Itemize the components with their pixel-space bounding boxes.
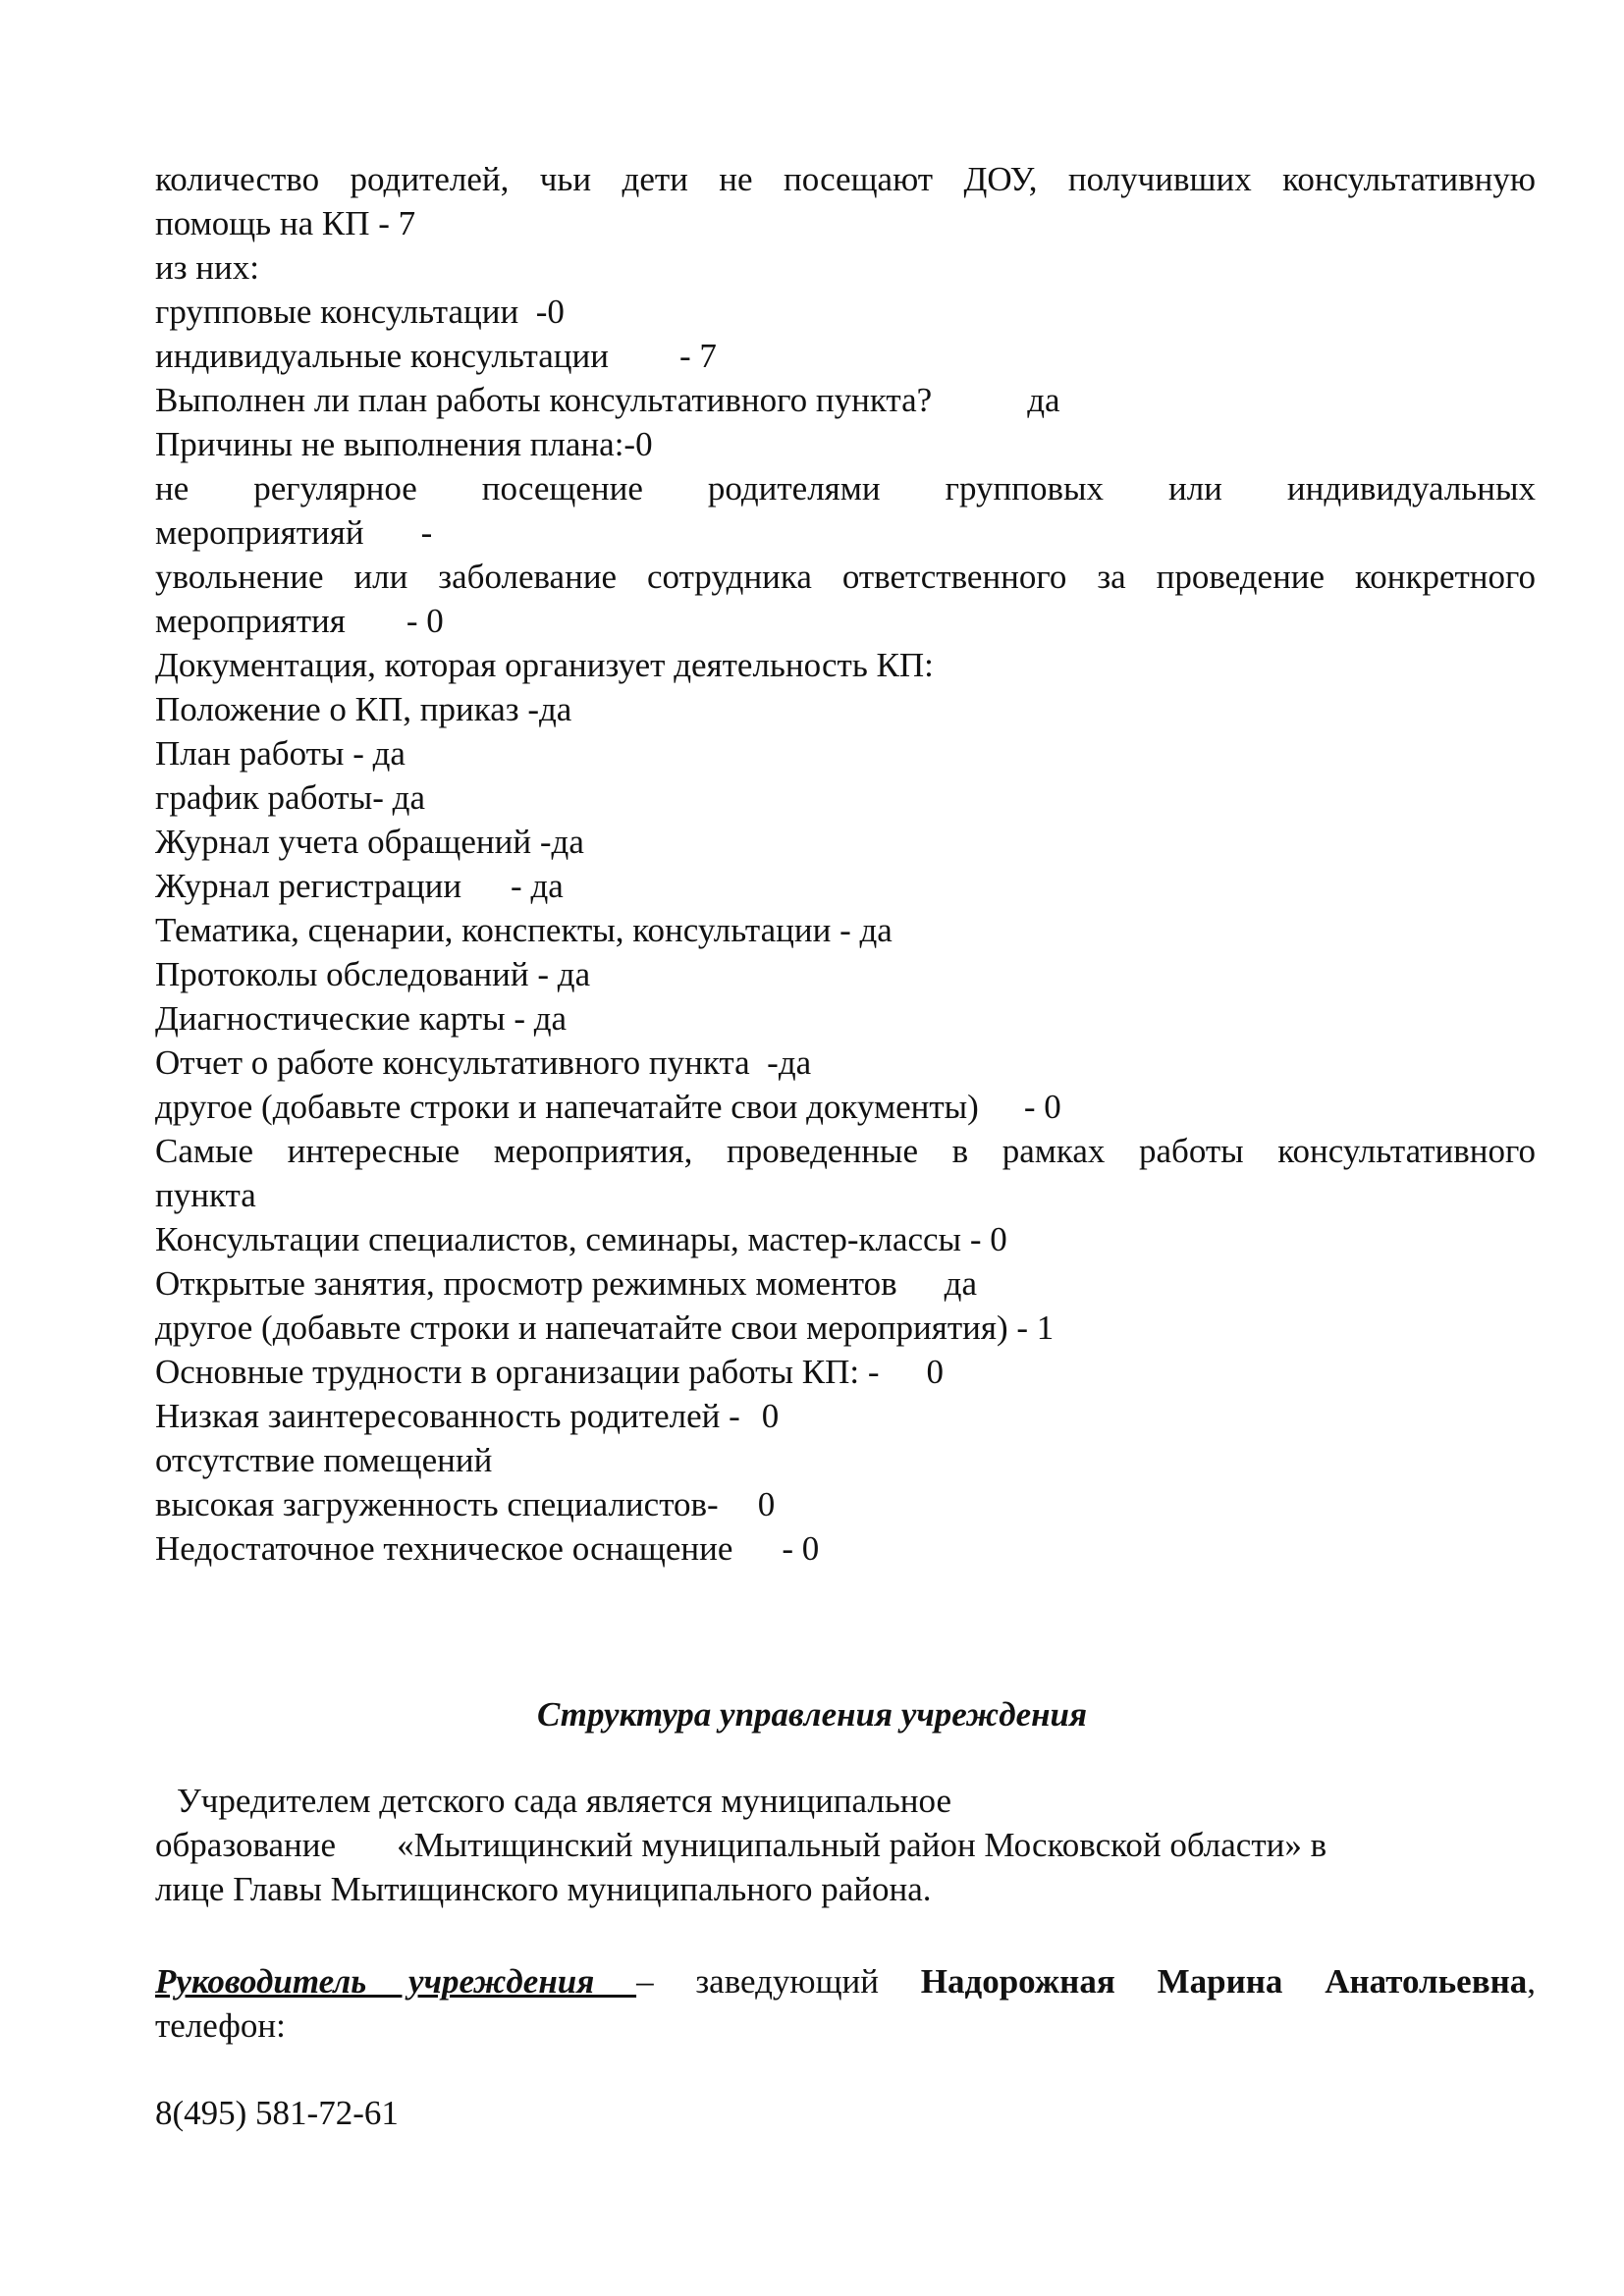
section-title: Структура управления учреждения xyxy=(536,1695,1088,1734)
text-line: Журнал учета обращений -да xyxy=(155,823,584,861)
text-line: Диагностические карты - да xyxy=(155,999,568,1038)
text-span: другое (добавьте строки и напечатайте свои документы) xyxy=(155,1088,979,1126)
text-span: не регулярное посещение родителями групповых или индивидуальных xyxy=(155,469,1536,507)
text-span: - 7 xyxy=(678,337,717,375)
text-line: Причины не выполнения плана:-0 xyxy=(155,425,653,463)
head-label: Руководитель учреждения xyxy=(155,1962,637,2001)
text-span: 0 xyxy=(761,1397,780,1435)
text-span: образование xyxy=(155,1826,337,1864)
dash-text: – xyxy=(636,1962,654,2001)
phone-number: 8(495) 581-72-61 xyxy=(155,2094,399,2132)
text-line: Документация, которая организует деятельность КП: xyxy=(155,646,934,684)
text-span: - да xyxy=(511,867,564,905)
text-span: Журнал регистрации xyxy=(155,867,462,905)
text-span: - xyxy=(420,513,433,552)
text-span: Самые интересные мероприятия, проведенные в рамках работы консультативного xyxy=(155,1132,1536,1170)
text-line xyxy=(155,378,1536,422)
text-line: отсутствие помещений xyxy=(155,1441,493,1479)
text-line xyxy=(155,1779,1536,1823)
founder-paragraph xyxy=(155,1779,1536,1911)
text-line: график работы- да xyxy=(155,778,425,817)
text-line: пункта xyxy=(155,1176,256,1214)
text-line: План работы - да xyxy=(155,734,406,773)
text-line xyxy=(155,555,1536,599)
text-span: мероприятия xyxy=(155,602,346,640)
text-span: Основные трудности в организации работы КП: - xyxy=(155,1353,880,1391)
text-line xyxy=(155,1085,1536,1129)
text-line: другое (добавьте строки и напечатайте свои мероприятия) - 1 xyxy=(155,1308,1055,1347)
text-line: телефон: xyxy=(155,2006,286,2045)
text-line xyxy=(155,599,1536,643)
text-span: высокая загруженность специалистов- xyxy=(155,1485,719,1523)
head-role: заведующий xyxy=(695,1962,879,2001)
text-line: Отчет о работе консультативного пункта -да xyxy=(155,1043,812,1082)
text-line xyxy=(155,466,1536,510)
text-span: - 0 xyxy=(782,1529,820,1568)
text-span: Низкая заинтересованность родителей - xyxy=(155,1397,740,1435)
text-line: из них: xyxy=(155,248,259,287)
text-span: увольнение или заболевание сотрудника ответственного за проведение конкретного xyxy=(155,558,1536,596)
text-line xyxy=(155,1261,1536,1306)
text-line xyxy=(155,157,1536,201)
text-span: - 0 xyxy=(1023,1088,1061,1126)
report-body xyxy=(155,157,1536,1571)
text-span: Недостаточное техническое оснащение xyxy=(155,1529,733,1568)
text-line: групповые консультации -0 xyxy=(155,293,565,331)
text-line xyxy=(155,510,1536,555)
text-line xyxy=(155,1482,1536,1526)
text-span: Учредителем детского сада является муниципальное xyxy=(177,1782,952,1820)
text-line: Протоколы обследований - да xyxy=(155,955,591,993)
text-line xyxy=(155,334,1536,378)
text-line xyxy=(155,1394,1536,1438)
text-line: Положение о КП, приказ -да xyxy=(155,690,572,728)
text-span: 0 xyxy=(757,1485,776,1523)
comma-text: , xyxy=(1527,1962,1537,2001)
text-line: лице Главы Мытищинского муниципального района. xyxy=(155,1870,932,1908)
text-line xyxy=(155,1823,1536,1867)
text-span: количество родителей, чьи дети не посещают ДОУ, получивших консультативную xyxy=(155,160,1536,198)
text-line xyxy=(155,1129,1536,1173)
text-span: индивидуальные консультации xyxy=(155,337,609,375)
text-span: Выполнен ли план работы консультативного пункта? xyxy=(155,381,933,419)
text-line xyxy=(155,864,1536,908)
text-span: мероприятияй xyxy=(155,513,364,552)
text-line xyxy=(155,1526,1536,1571)
head-name: Надорожная Марина Анатольевна xyxy=(920,1962,1528,2001)
text-span: да xyxy=(1027,381,1060,419)
text-span: «Мытищинский муниципальный район Московской области» в xyxy=(397,1826,1327,1864)
head-paragraph xyxy=(155,1959,1536,2048)
text-line xyxy=(155,1959,1536,2003)
text-span: да xyxy=(944,1264,977,1303)
text-line: Консультации специалистов, семинары, мастер-классы - 0 xyxy=(155,1220,1007,1258)
text-span: - 0 xyxy=(406,602,444,640)
text-line xyxy=(155,1350,1536,1394)
text-line: помощь на КП - 7 xyxy=(155,204,416,242)
text-span: Открытые занятия, просмотр режимных моментов xyxy=(155,1264,897,1303)
text-span: 0 xyxy=(926,1353,944,1391)
text-line: Тематика, сценарии, конспекты, консультации - да xyxy=(155,911,893,949)
